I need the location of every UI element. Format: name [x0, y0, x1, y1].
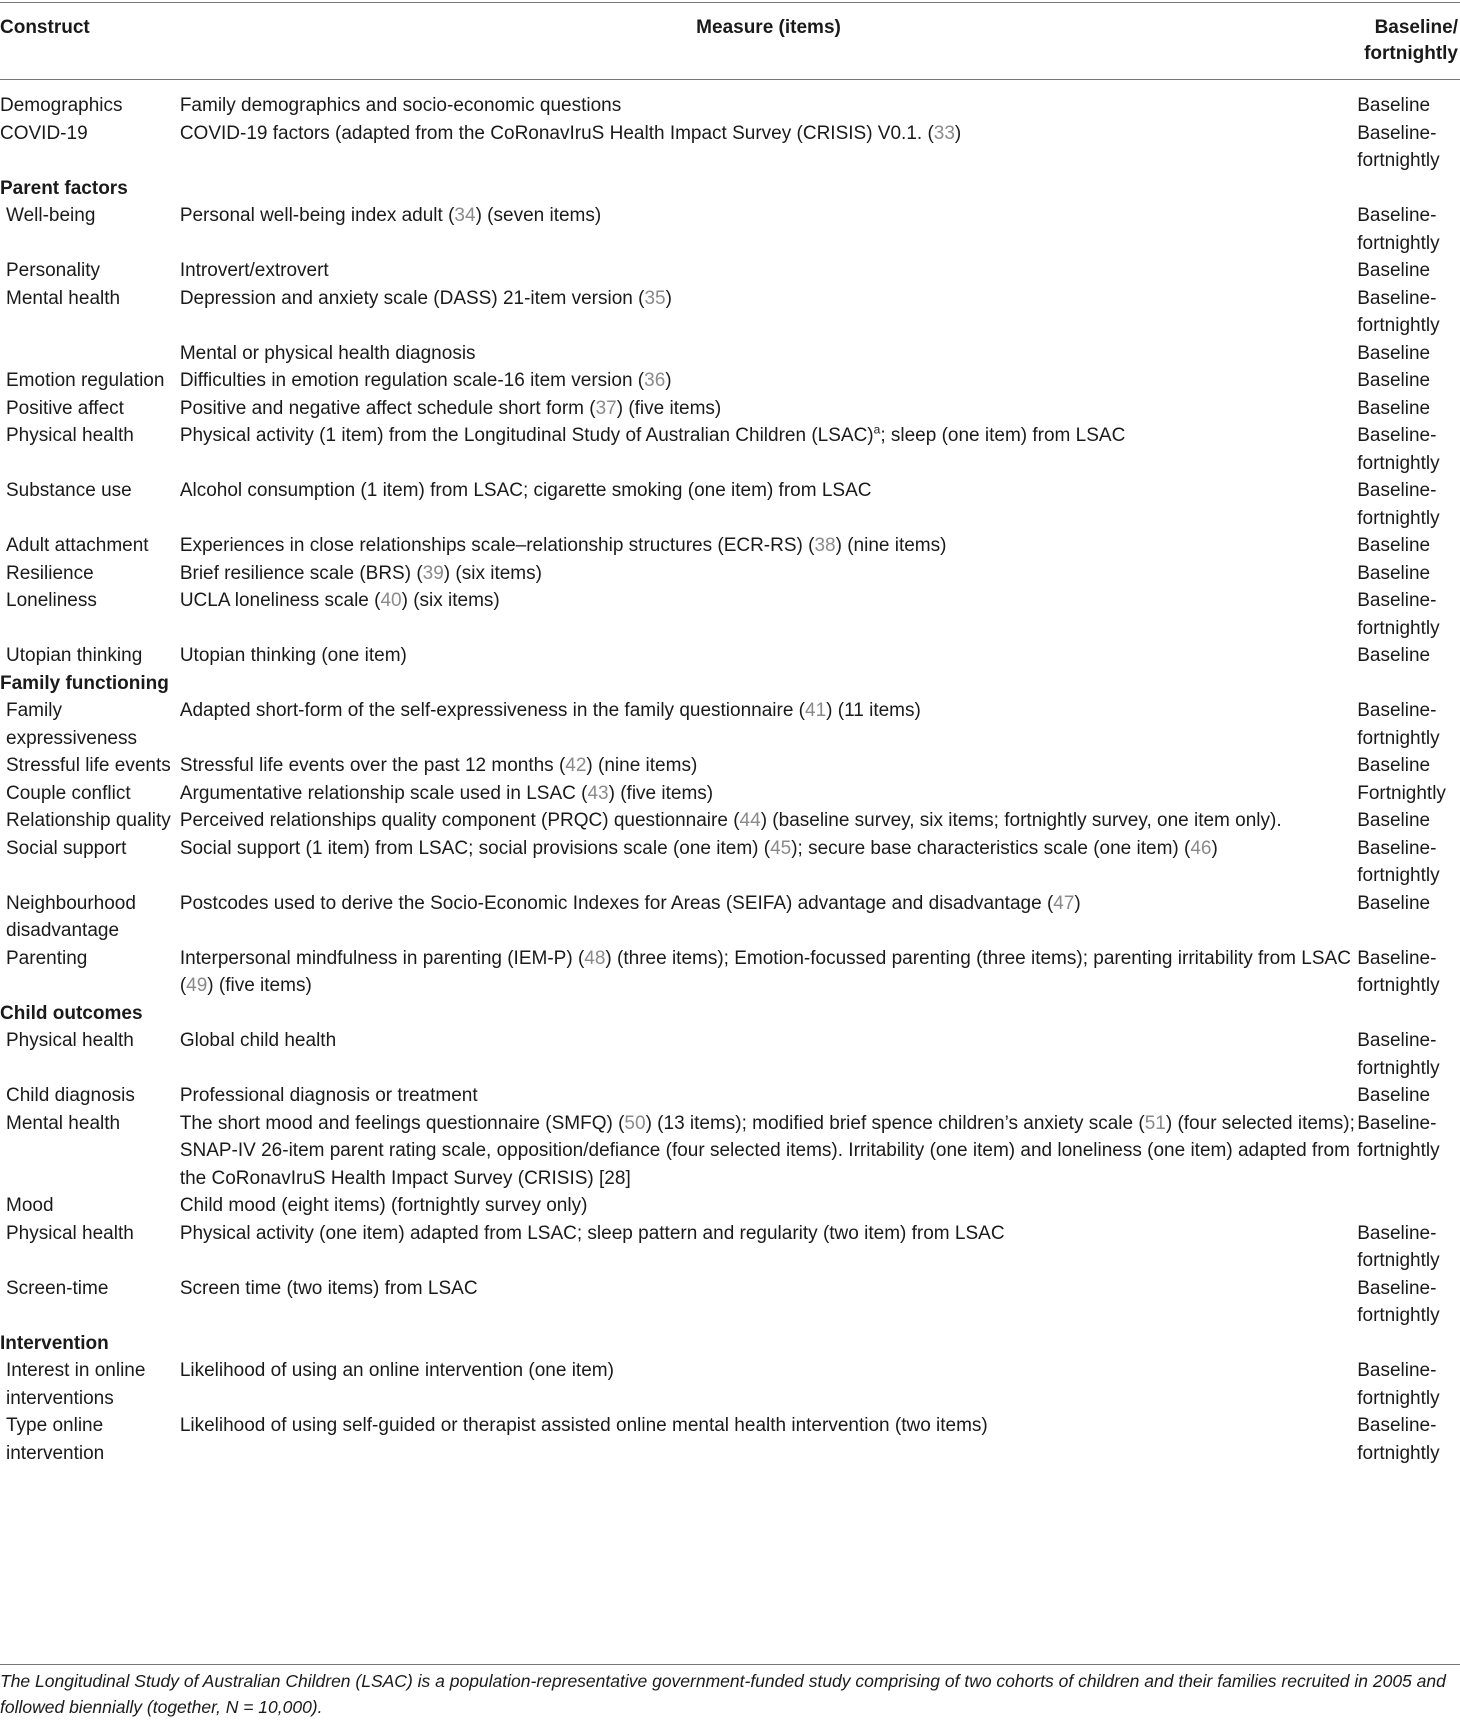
- measure-text: ) (six items): [443, 562, 542, 584]
- table-row: [0, 367, 1460, 395]
- timing-cell: [1357, 890, 1460, 945]
- measure-text: Positive and negative affect schedule short form (: [179, 397, 596, 419]
- timing-text: Baseline-: [1357, 590, 1437, 611]
- measure-cell: [180, 697, 1357, 752]
- reference-link[interactable]: 33: [933, 122, 955, 144]
- timing-cell: [1357, 175, 1460, 203]
- measure-text: Family demographics and socio-economic questions: [179, 95, 622, 116]
- measure-text: Child mood (eight items) (fortnightly survey only): [179, 1195, 588, 1216]
- timing-text: fortnightly: [1357, 150, 1440, 171]
- table-row: [0, 202, 1460, 257]
- measure-text: Postcodes used to derive the Socio-Economic Indexes for Areas (SEIFA) advantage and disadvantage (: [179, 892, 1054, 914]
- construct-cell: Parenting: [6, 947, 88, 969]
- measure-cell: [180, 1275, 1357, 1330]
- construct-cell: Mental health: [6, 1112, 121, 1134]
- timing-cell: [1357, 80, 1460, 120]
- measure-text: Alcohol consumption (1 item) from LSAC; cigarette smoking (one item) from LSAC: [179, 480, 872, 501]
- table-row: [0, 1275, 1460, 1330]
- timing-text: fortnightly: [1357, 232, 1440, 254]
- footnote-marker: a: [873, 422, 881, 437]
- measure-text: ); secure base characteristics scale (one item) (: [791, 837, 1191, 859]
- section-heading: Child outcomes: [0, 1002, 143, 1024]
- section-row: [0, 1330, 1460, 1358]
- measure-text: Introvert/extrovert: [179, 260, 329, 281]
- reference-link[interactable]: 48: [584, 947, 606, 969]
- timing-text: Baseline-: [1357, 947, 1437, 969]
- construct-cell: Positive affect: [6, 397, 124, 419]
- construct-cell: Mental health: [6, 287, 121, 309]
- measure-cell: [180, 1192, 1357, 1220]
- timing-text: Baseline: [1357, 892, 1431, 914]
- reference-link[interactable]: 39: [422, 562, 444, 584]
- measure-cell: [180, 395, 1357, 423]
- table-row: [0, 835, 1460, 890]
- header-timing: [1357, 3, 1460, 80]
- timing-cell: [1357, 780, 1460, 808]
- construct-cell: Physical health: [6, 1030, 134, 1051]
- timing-cell: [1357, 642, 1460, 670]
- section-heading: Family functioning: [0, 672, 169, 694]
- timing-text: fortnightly: [1357, 1442, 1440, 1464]
- measure-cell: [180, 175, 1357, 203]
- timing-cell: [1357, 367, 1460, 395]
- section-row: [0, 670, 1460, 698]
- timing-text: fortnightly: [1357, 865, 1440, 886]
- timing-text: fortnightly: [1357, 1305, 1440, 1326]
- construct-cell: Family expressiveness: [6, 700, 137, 749]
- measure-text: ) (five items): [616, 397, 722, 419]
- timing-cell: [1357, 945, 1460, 1000]
- table-row: [0, 752, 1460, 780]
- table-footnote: The Longitudinal Study of Australian Children (LSAC) is a population-representative government-funded study comprising of two cohorts of children and their families recruited in 2005 and followed biennially (together, N = 10,000).: [0, 1671, 1446, 1717]
- timing-cell: [1357, 340, 1460, 368]
- measure-text: Professional diagnosis or treatment: [179, 1085, 478, 1106]
- timing-cell: [1357, 1110, 1460, 1193]
- timing-text: Baseline-: [1357, 205, 1437, 226]
- timing-cell: [1357, 477, 1460, 532]
- table-row: [0, 890, 1460, 945]
- reference-link[interactable]: 49: [186, 975, 208, 996]
- timing-cell: [1357, 1220, 1460, 1275]
- reference-link[interactable]: 37: [595, 397, 617, 419]
- table-row: [0, 1082, 1460, 1110]
- construct-cell: Stressful life events: [6, 755, 171, 776]
- measure-cell: [180, 1330, 1357, 1358]
- section-heading: Intervention: [0, 1332, 109, 1354]
- timing-text: Baseline: [1357, 370, 1431, 391]
- measure-text: Difficulties in emotion regulation scale-16 item version (: [179, 370, 645, 391]
- timing-text: Baseline: [1357, 1085, 1431, 1106]
- measure-text: Experiences in close relationships scale–relationship structures (ECR-RS) (: [179, 535, 815, 556]
- timing-cell: [1357, 1275, 1460, 1330]
- measure-text: ; sleep (one item) from LSAC: [880, 425, 1126, 446]
- measure-text: ): [1074, 892, 1081, 914]
- timing-cell: [1357, 1357, 1460, 1412]
- timing-text: Baseline-: [1357, 837, 1437, 859]
- measure-cell: [180, 1110, 1357, 1193]
- measure-cell: [180, 945, 1357, 1000]
- timing-cell: [1357, 395, 1460, 423]
- construct-cell: COVID-19: [0, 122, 88, 144]
- timing-cell: [1357, 835, 1460, 890]
- section-row: [0, 175, 1460, 203]
- measure-cell: [180, 807, 1357, 835]
- table-row: [0, 340, 1460, 368]
- table-row: [0, 285, 1460, 340]
- construct-cell: Well-being: [6, 205, 96, 226]
- reference-link[interactable]: 42: [565, 755, 587, 776]
- table-header-row: [0, 3, 1460, 80]
- table-row: [0, 257, 1460, 285]
- timing-text: Baseline: [1357, 397, 1431, 419]
- reference-link[interactable]: 41: [805, 700, 827, 721]
- measure-text: Social support (1 item) from LSAC; social provisions scale (one item) (: [179, 837, 771, 859]
- measure-text: Personal well-being index adult (: [179, 205, 455, 226]
- measure-text: The short mood and feelings questionnaire (SMFQ) (: [179, 1112, 625, 1134]
- timing-text: Baseline: [1357, 645, 1431, 666]
- timing-text: fortnightly: [1357, 617, 1440, 639]
- reference-link[interactable]: 43: [587, 782, 609, 804]
- measure-cell: [180, 422, 1357, 477]
- construct-cell: Relationship quality: [6, 810, 171, 831]
- measure-cell: [180, 202, 1357, 257]
- timing-cell: [1357, 1082, 1460, 1110]
- timing-cell: [1357, 202, 1460, 257]
- timing-text: Baseline: [1357, 260, 1431, 281]
- measure-cell: [180, 835, 1357, 890]
- timing-text: Fortnightly: [1357, 782, 1446, 804]
- timing-text: Baseline-: [1357, 1112, 1437, 1134]
- measure-text: ): [665, 287, 672, 309]
- table-row: [0, 1192, 1460, 1220]
- table-row: [0, 1357, 1460, 1412]
- timing-cell: [1357, 1000, 1460, 1028]
- measure-cell: [180, 587, 1357, 642]
- reference-link[interactable]: 51: [1144, 1112, 1166, 1134]
- table-row: [0, 697, 1460, 752]
- construct-cell: Personality: [6, 260, 100, 281]
- section-row: [0, 1000, 1460, 1028]
- header-construct: Construct: [0, 17, 90, 38]
- measures-table: [0, 2, 1460, 1467]
- construct-cell: Child diagnosis: [6, 1085, 135, 1106]
- measure-cell: [180, 642, 1357, 670]
- measure-cell: [180, 532, 1357, 560]
- timing-text: Baseline-: [1357, 425, 1437, 446]
- table-row: [0, 1412, 1460, 1467]
- reference-link[interactable]: 34: [454, 205, 476, 226]
- measure-text: UCLA loneliness scale (: [179, 590, 381, 611]
- timing-cell: [1357, 1192, 1460, 1220]
- measure-text: Physical activity (1 item) from the Longitudinal Study of Australian Children (LSAC): [179, 425, 874, 446]
- timing-text: fortnightly: [1357, 1387, 1440, 1409]
- reference-link[interactable]: 36: [644, 370, 666, 391]
- measure-text: Utopian thinking (one item): [179, 645, 407, 666]
- construct-cell: Physical health: [6, 425, 134, 446]
- measure-cell: [180, 120, 1357, 175]
- table-row: [0, 532, 1460, 560]
- reference-link[interactable]: 35: [644, 287, 666, 309]
- section-heading: Parent factors: [0, 177, 128, 199]
- measure-text: Brief resilience scale (BRS) (: [179, 562, 423, 584]
- timing-text: Baseline-: [1357, 1415, 1437, 1436]
- measure-cell: [180, 1357, 1357, 1412]
- table-row: [0, 945, 1460, 1000]
- construct-cell: Screen-time: [6, 1277, 109, 1299]
- timing-cell: [1357, 807, 1460, 835]
- measure-cell: [180, 340, 1357, 368]
- construct-cell: Neighbourhood disadvantage: [6, 892, 136, 941]
- measure-text: ) (seven items): [475, 205, 602, 226]
- table-row: [0, 642, 1460, 670]
- construct-cell: Type online intervention: [6, 1415, 105, 1464]
- measure-text: Depression and anxiety scale (DASS) 21-item version (: [179, 287, 645, 309]
- table-row: [0, 1220, 1460, 1275]
- reference-link[interactable]: 47: [1053, 892, 1075, 914]
- timing-cell: [1357, 752, 1460, 780]
- timing-text: fortnightly: [1357, 315, 1440, 336]
- measure-text: Mental or physical health diagnosis: [179, 342, 476, 364]
- timing-text: Baseline: [1357, 755, 1431, 776]
- table-row: [0, 560, 1460, 588]
- measure-text: ) (six items): [401, 590, 500, 611]
- timing-text: Baseline-: [1357, 1222, 1437, 1244]
- measure-text: ) (five items): [207, 975, 312, 996]
- measure-text: ): [954, 122, 962, 144]
- timing-text: Baseline: [1357, 810, 1431, 831]
- timing-text: fortnightly: [1357, 1140, 1440, 1161]
- timing-text: fortnightly: [1357, 975, 1440, 996]
- measure-cell: [180, 780, 1357, 808]
- measure-cell: [180, 1082, 1357, 1110]
- timing-text: Baseline: [1357, 95, 1431, 116]
- measure-cell: [180, 1000, 1357, 1028]
- table-row: [0, 120, 1460, 175]
- measure-text: ): [1211, 837, 1218, 859]
- reference-link[interactable]: 38: [814, 535, 836, 556]
- timing-text: Baseline: [1357, 562, 1431, 584]
- header-timing-line1: Baseline/: [1374, 17, 1458, 38]
- timing-text: fortnightly: [1357, 1250, 1440, 1271]
- timing-text: fortnightly: [1357, 452, 1440, 474]
- table-row: [0, 780, 1460, 808]
- measure-text: ) (three items); Emotion-focussed parenting (three items); parenting irritability from LSAC (: [179, 947, 1351, 996]
- measure-text: ) (11 items): [826, 700, 921, 721]
- measure-text: ): [665, 370, 672, 391]
- measure-cell: [180, 1412, 1357, 1467]
- measure-text: Screen time (two items) from LSAC: [179, 1277, 478, 1299]
- timing-text: Baseline-: [1357, 700, 1437, 721]
- measure-text: Likelihood of using an online intervention (one item): [179, 1360, 614, 1381]
- table-row: [0, 395, 1460, 423]
- timing-cell: [1357, 285, 1460, 340]
- construct-cell: Utopian thinking: [6, 645, 143, 666]
- measure-text: Physical activity (one item) adapted from LSAC; sleep pattern and regularity (two item) from LSAC: [179, 1222, 1005, 1244]
- timing-text: fortnightly: [1357, 507, 1440, 529]
- measure-text: Global child health: [179, 1030, 337, 1051]
- table-row: [0, 422, 1460, 477]
- measure-text: Argumentative relationship scale used in LSAC (: [179, 782, 588, 804]
- timing-cell: [1357, 1330, 1460, 1358]
- measure-cell: [180, 257, 1357, 285]
- table-row: [0, 807, 1460, 835]
- measure-cell: [180, 752, 1357, 780]
- construct-cell: Mood: [6, 1195, 54, 1216]
- timing-text: Baseline: [1357, 535, 1431, 556]
- construct-cell: [0, 340, 180, 368]
- timing-text: fortnightly: [1357, 1057, 1440, 1079]
- measure-text: Adapted short-form of the self-expressiveness in the family questionnaire (: [179, 700, 806, 721]
- timing-cell: [1357, 120, 1460, 175]
- measure-text: ) (13 items); modified brief spence children’s anxiety scale (: [645, 1112, 1145, 1134]
- reference-link[interactable]: 46: [1190, 837, 1212, 859]
- timing-cell: [1357, 532, 1460, 560]
- measure-cell: [180, 1220, 1357, 1275]
- timing-cell: [1357, 1027, 1460, 1082]
- header-measure: Measure (items): [696, 17, 841, 38]
- table-row: [0, 1027, 1460, 1082]
- timing-text: Baseline-: [1357, 1030, 1437, 1051]
- reference-link[interactable]: 40: [380, 590, 402, 611]
- construct-cell: Substance use: [6, 480, 132, 501]
- measure-cell: [180, 477, 1357, 532]
- timing-text: Baseline-: [1357, 1360, 1437, 1381]
- reference-link[interactable]: 44: [739, 810, 761, 831]
- measure-cell: [180, 670, 1357, 698]
- timing-cell: [1357, 670, 1460, 698]
- table-row: [0, 477, 1460, 532]
- measure-text: ) (five items): [608, 782, 714, 804]
- construct-cell: Couple conflict: [6, 782, 131, 804]
- table-row: [0, 80, 1460, 120]
- measure-cell: [180, 80, 1357, 120]
- footnote-divider: [0, 1664, 1460, 1665]
- measure-text: ) (four selected items); SNAP-IV 26-item parent rating scale, opposition/defiance (four selected items). Irritability (one item) and loneliness (one item) adapted from the CoRonavIruS Health Impact Survey (CRISIS) [28]: [179, 1112, 1355, 1189]
- measure-text: COVID-19 factors (adapted from the CoRonavIruS Health Impact Survey (CRISIS) V0.1. (: [179, 122, 934, 144]
- construct-cell: Social support: [6, 837, 127, 859]
- construct-cell: Physical health: [6, 1222, 134, 1244]
- measure-text: Interpersonal mindfulness in parenting (IEM-P) (: [179, 947, 585, 969]
- table-row: [0, 1110, 1460, 1193]
- table-body: [0, 80, 1460, 1468]
- header-timing-line2: fortnightly: [1364, 43, 1458, 64]
- timing-text: Baseline-: [1357, 480, 1437, 501]
- measure-text: Perceived relationships quality component (PRQC) questionnaire (: [179, 810, 740, 831]
- measure-text: ) (nine items): [586, 755, 698, 776]
- timing-text: Baseline-: [1357, 287, 1437, 309]
- timing-cell: [1357, 560, 1460, 588]
- construct-cell: Adult attachment: [6, 535, 149, 556]
- measure-text: ) (baseline survey, six items; fortnightly survey, one item only).: [760, 810, 1282, 831]
- measure-cell: [180, 1027, 1357, 1082]
- measure-cell: [180, 890, 1357, 945]
- table-row: [0, 587, 1460, 642]
- timing-text: Baseline: [1357, 342, 1431, 364]
- construct-cell: Demographics: [0, 95, 123, 116]
- measure-cell: [180, 367, 1357, 395]
- timing-cell: [1357, 257, 1460, 285]
- timing-text: Baseline-: [1357, 1277, 1437, 1299]
- measure-cell: [180, 560, 1357, 588]
- construct-cell: Emotion regulation: [6, 370, 165, 391]
- timing-cell: [1357, 1412, 1460, 1467]
- timing-cell: [1357, 587, 1460, 642]
- measure-cell: [180, 285, 1357, 340]
- timing-cell: [1357, 697, 1460, 752]
- timing-text: Baseline-: [1357, 122, 1437, 144]
- measure-text: ) (nine items): [835, 535, 947, 556]
- timing-cell: [1357, 422, 1460, 477]
- timing-text: fortnightly: [1357, 727, 1440, 749]
- measure-text: Likelihood of using self-guided or therapist assisted online mental health intervention (two items): [179, 1415, 988, 1436]
- reference-link[interactable]: 50: [624, 1112, 646, 1134]
- reference-link[interactable]: 45: [770, 837, 792, 859]
- construct-cell: Loneliness: [6, 590, 97, 611]
- measure-text: Stressful life events over the past 12 months (: [179, 755, 566, 776]
- construct-cell: Resilience: [6, 562, 94, 584]
- construct-cell: Interest in online interventions: [6, 1360, 146, 1409]
